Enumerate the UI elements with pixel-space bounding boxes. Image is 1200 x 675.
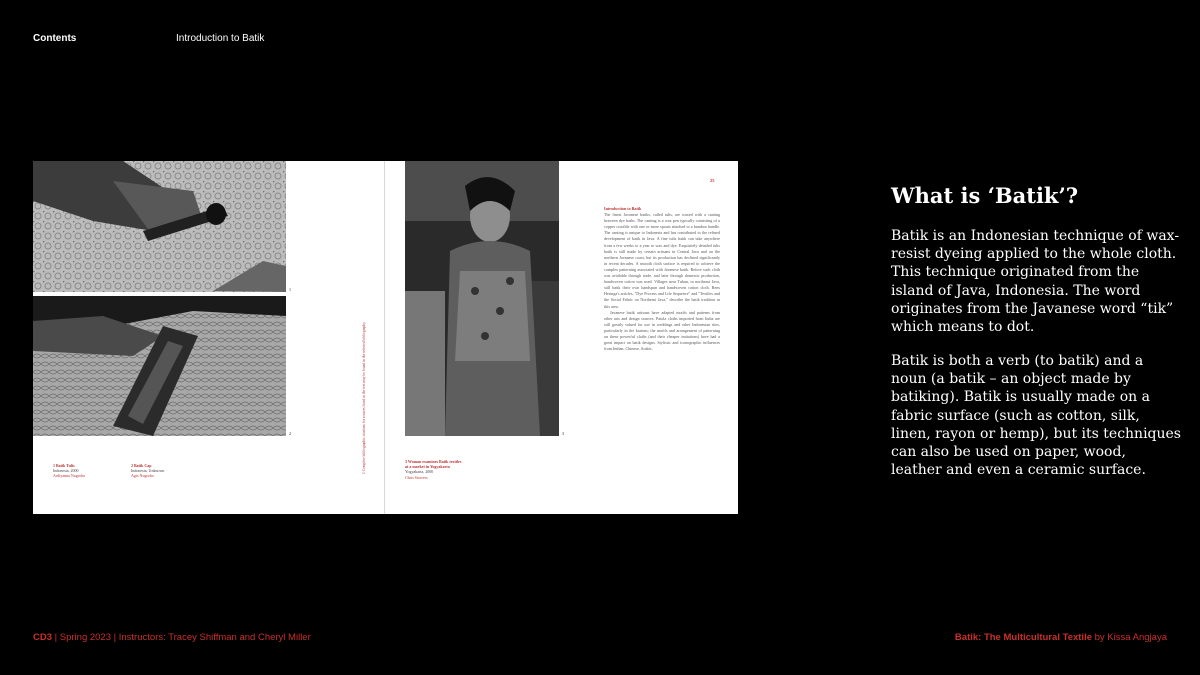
caption-title: 3 Woman examines Batik textiles [405,459,462,464]
caption-credit: Ardiyanna Nugroho [53,473,86,479]
column-paragraph-2: Javanese batik artisans have adapted motifs and patterns from other arts and design sources. Patola cloths imported from India are still greatly valued for use in weddings and other Indonesian rites, particularly in the kratons; the motifs and arrangement of patterning on these powerful cloths (and their cheaper imitations) have had a great impact on batik designs. Stylistic and iconographic influences from Indian, Chinese, Arabic, [604,309,720,352]
figure-number: 2 [289,431,291,436]
caption-1 [53,463,85,479]
figure-number: 1 [289,287,291,292]
caption-2 [131,463,164,479]
body-column [604,206,720,438]
photo-batik-tulis [33,161,286,292]
footer-project-info [955,632,1167,643]
caption-place: Indonesia, 2000 [53,468,79,474]
caption-title: 2 Batik Cap [131,463,152,468]
caption-place: Yogyakarta, 2000 [405,469,434,475]
page-number: 25 [710,178,715,183]
project-title: Batik: The Multicultural Textile [954,632,1092,643]
caption-3 [405,459,461,480]
article-paragraph-1: Batik is an Indonesian technique of wax-resist dyeing applied to the whole cloth. This technique originated from the island of Java, Indonesia. The word originates from the Javanese word “tik” which means to dot. [891,228,1180,336]
nav-contents-link[interactable]: Contents [33,33,77,44]
figure-number: 3 [562,431,564,436]
photo-woman-market [405,161,559,436]
nav-current-section[interactable]: Introduction to Batik [176,33,265,44]
column-heading: Introduction to Batik [604,206,642,211]
article-heading: What is ‘Batik’? [891,183,1079,208]
caption-title-line2: at a market in Yogyakarta [405,464,450,470]
article-paragraph-2: Batik is both a verb (to batik) and a noun (a batik – an object made by batiking). Batik is usually made on a fabric surface (such as cotton, silk, linen, rayon or hemp), but its techniques can also be used on paper, wood, leather and even a ceramic surface. [891,353,1181,479]
course-details: | Spring 2023 | Instructors: Tracey Shiffman and Cheryl Miller [52,632,311,643]
footer-course-info [33,632,311,643]
caption-credit: Agis Nugroho [131,473,154,479]
bibliography-note: 1 Complete bibliographic citations for sources listed in the text may be found in the selected bibliography [362,322,366,474]
column-paragraph-1: The finest Javanese batiks, called tulis, are waxed with a canting between dye baths. The canting is a wax pen typically consisting of a copper crucible with one or more spouts attached to a bamboo handle. The canting is unique to Indonesia and has contributed to the refined development of batik in Java. A fine tulis batik can take anywhere from a few weeks to a year to wax and dye. Exquisitely detailed tulis batik is still made by certain artisans in Central Java and on the northern Javanese coast, but its production has declined significantly in recent decades. A smooth cloth surface is required to achieve the complex patterning associated with Javanese batik. Before such cloth was available through trade, and later through domestic production, handwoven cotton was used. Villages near Tuban, in northeast Java, still batik their own handspun and handwoven cotton cloth. Rens Heringa's articles, "Dye Process and Life Sequence" and "Textiles and the Social Fabric on Northeast Java," describe the batik tradition in this area. [604,212,720,309]
book-spread-image [33,161,738,514]
caption-place: Indonesia, Unknown [131,468,165,474]
course-code: CD3 [33,632,53,643]
project-author: by Kissa Angjaya [1092,632,1167,643]
caption-title: 1 Batik Tulis [53,463,75,468]
spread-gutter [384,161,385,514]
photo-batik-cap [33,296,286,436]
caption-credit: Chris Stowers [405,474,428,480]
